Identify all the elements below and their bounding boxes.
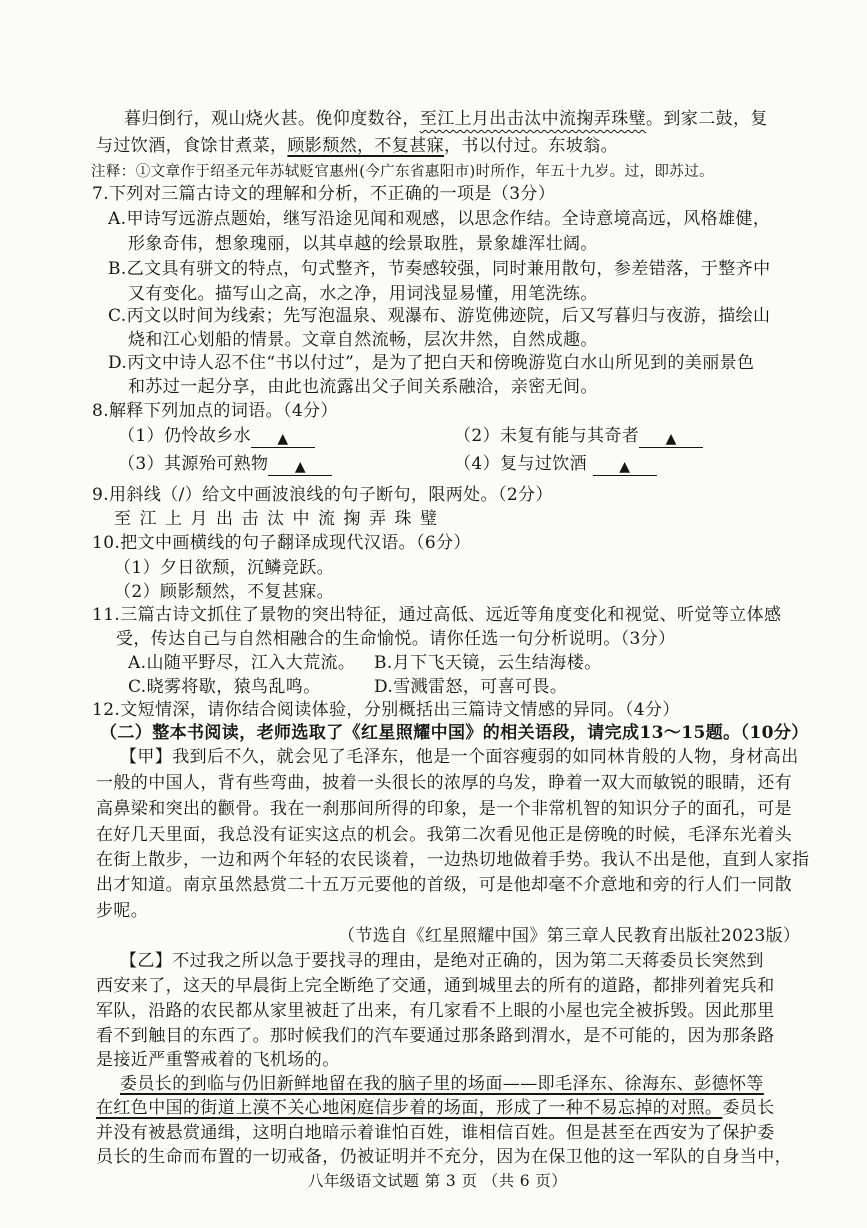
wavy-underlined-sentence: 至江上月出击汰中流掬弄珠璧 <box>419 109 647 129</box>
passage-jia-line-3: 高鼻梁和突出的颧骨。我在一刹那间所得的印象，是一个非常机智的知识分子的面孔，可是 <box>96 799 792 819</box>
q10-item-1: （1）夕日欲颓，沉鳞竞跃。 <box>114 558 335 578</box>
passage-jia-line-5: 在街上散步，一边和两个年轻的农民谈着，一边热切地做着手势。我认不出是他，直到人家指 <box>96 850 810 870</box>
triangle-icon: ▲ <box>294 459 306 475</box>
q8-item-4: （4）复与过饮酒 ▲ <box>454 451 657 477</box>
question-11-stem-line-1: 11.三篇古诗文抓住了景物的突出特征，通过高低、远近等角度变化和视觉、听觉等立体感 <box>92 605 782 625</box>
passage-yi-line-4: 看不到触目的东西了。那时候我们的汽车要通过那条路到渭水，是不可能的，因为那条路 <box>96 1026 775 1046</box>
passage-jia-source: （节选自《红星照耀中国》第三章人民教育出版社2023版） <box>338 926 801 946</box>
passage-yi-line-2: 西安来了，这天的早晨街上完全断绝了交通，通到城里去的所有的道路，都排列着宪兵和 <box>96 976 775 996</box>
answer-blank[interactable] <box>639 427 703 448</box>
question-8-stem: 8.解释下列加点的词语。（4分） <box>92 401 338 421</box>
passage-yi-line-8: 并没有被悬赏通缉，这明白地暗示着谁怕百姓，谁相信百姓。但是甚至在西安为了保护委 <box>96 1123 775 1143</box>
q7-option-b-line-2: 又有变化。描写山之高，水之净，用词浅显易懂，用笔洗练。 <box>128 284 598 304</box>
classical-text-line-2: 与过饮酒，食馀甘煮菜，顾影颓然，不复甚寐，书以付过。东坡翁。 <box>96 136 619 156</box>
q11-option-b: B.月下飞天镜，云生结海楼。 <box>374 653 602 673</box>
passage-jia-line-2: 一般的中国人，背有些弯曲，披着一头很长的浓厚的乌发，睁着一双大而敏锐的眼睛，还有 <box>96 773 792 793</box>
q11-option-a: A.山随平野尽，江入大荒流。 <box>128 653 356 673</box>
q8-item-3: （3）其源殆可熟物 ▲ <box>118 451 332 477</box>
q11-option-d: D.雪溅雷怒，可喜可畏。 <box>374 677 568 697</box>
classical-text-line-1: 暮归倒行，观山烧火甚。俛仰度数谷，至江上月出击汰中流掬弄珠璧。到家二鼓，复 <box>124 109 768 129</box>
triangle-icon: ▲ <box>619 459 631 475</box>
triangle-icon: ▲ <box>277 431 289 447</box>
q7-option-d-line-2: 和苏过一起分享，由此也流露出父子间关系融洽，亲密无间。 <box>128 377 598 397</box>
question-12-stem: 12.文短情深，请你结合阅读体验，分别概括出三篇诗文情感的异同。（4分） <box>92 700 680 720</box>
q7-option-c-line-2: 烧和江心划船的情景。文章自然流畅，层次井然，自然成趣。 <box>128 330 598 350</box>
passage-yi-line-3: 军队，沿路的农民都从家里被赶了出来，有几家看不上眼的小屋也完全被拆毁。因此那里 <box>96 1001 775 1021</box>
section-2-heading: （二）整本书阅读，老师选取了《红星照耀中国》的相关语段，请完成13～15题。（10分） <box>100 723 809 743</box>
q7-option-a-line-1: A.甲诗写远游点题始，继写沿途见闻和观感，以思念作结。全诗意境高远，风格雄健， <box>108 209 771 229</box>
q7-option-a-line-2: 形象奇伟，想象瑰丽，以其卓越的绘景取胜，景象雄浑壮阔。 <box>128 234 598 254</box>
annotation-note: 注释：①文章作于绍圣元年苏轼贬官惠州(今广东省惠阳市)时所作，年五十九岁。过，即苏过。 <box>91 164 715 180</box>
q7-option-b-line-1: B.乙文具有骈文的特点，句式整齐，节奏感较强，同时兼用散句，参差错落，于整齐中 <box>108 259 771 279</box>
passage-jia-line-1: 【甲】我到后不久，就会见了毛泽东，他是一个面容瘦弱的如同林肯般的人物，身材高出 <box>120 747 799 767</box>
q9-sentence-to-punctuate: 至江上月出击汰中流掬弄珠璧 <box>114 509 446 529</box>
q7-option-d-line-1: D.丙文中诗人忍不住“书以付过”，是为了把白天和傍晚游览白水山所见到的美丽景色 <box>108 353 755 373</box>
answer-blank[interactable] <box>251 427 315 448</box>
q10-item-2: （2）顾影颓然，不复甚寐。 <box>114 582 335 602</box>
passage-yi-underlined-line-1: 委员长的到临与仍旧新鲜地留在我的脑子里的场面——即毛泽东、徐海东、彭德怀等 <box>120 1074 764 1094</box>
answer-blank[interactable] <box>593 455 657 476</box>
passage-yi-underlined-line-2: 在红色中国的街道上漠不关心地闲庭信步着的场面，形成了一种不易忘掉的对照。 <box>96 1098 723 1118</box>
q8-item-1: （1）仍怜故乡水 ▲ <box>118 423 315 449</box>
question-10-stem: 10.把文中画横线的句子翻译成现代汉语。（6分） <box>92 533 471 553</box>
page-footer: 八年级语文试题 第 3 页 （共 6 页） <box>308 1172 568 1190</box>
triangle-icon: ▲ <box>665 431 677 447</box>
question-9-stem: 9.用斜线（/）给文中画波浪线的句子断句，限两处。（2分） <box>92 485 553 505</box>
underlined-sentence: 顾影颓然，不复甚寐 <box>287 136 445 156</box>
answer-blank[interactable] <box>268 455 332 476</box>
passage-jia-line-7: 步呢。 <box>96 901 149 921</box>
question-7-stem: 7.下列对三篇古诗文的理解和分析，不正确的一项是（3分） <box>92 184 556 204</box>
passage-yi-line-7: 在红色中国的街道上漠不关心地闲庭信步着的场面，形成了一种不易忘掉的对照。委员长 <box>96 1098 775 1118</box>
passage-yi-line-9: 员长的生命而布置的一切戒备，仍被证明并不充分，因为在保卫他的这一军队的自身当中， <box>96 1147 792 1167</box>
passage-jia-line-4: 在好几天里面，我总没有证实这点的机会。我第二次看见他正是傍晚的时候，毛泽东光着头 <box>96 825 792 845</box>
question-11-stem-line-2: 受，传达自己与自然相融合的生命愉悦。请你任选一句分析说明。（3分） <box>116 629 676 649</box>
q8-item-2: （2）未复有能与其奇者 ▲ <box>454 423 703 449</box>
q11-option-c: C.晓雾将歇，猿鸟乱鸣。 <box>128 677 321 697</box>
q7-option-c-line-1: C.丙文以时间为线索；先写泡温泉、观瀑布、游览佛迹院，后又写暮归与夜游，描绘山 <box>108 306 771 326</box>
passage-yi-line-5: 是接近严重警戒着的飞机场的。 <box>96 1050 340 1070</box>
passage-yi-line-1: 【乙】不过我之所以急于要找寻的理由，是绝对正确的，因为第二天蒋委员长突然到 <box>120 951 764 971</box>
passage-jia-line-6: 出才知道。南京虽然悬赏二十五万元要他的首级，可是他却毫不介意地和旁的行人们一同散 <box>96 875 792 895</box>
